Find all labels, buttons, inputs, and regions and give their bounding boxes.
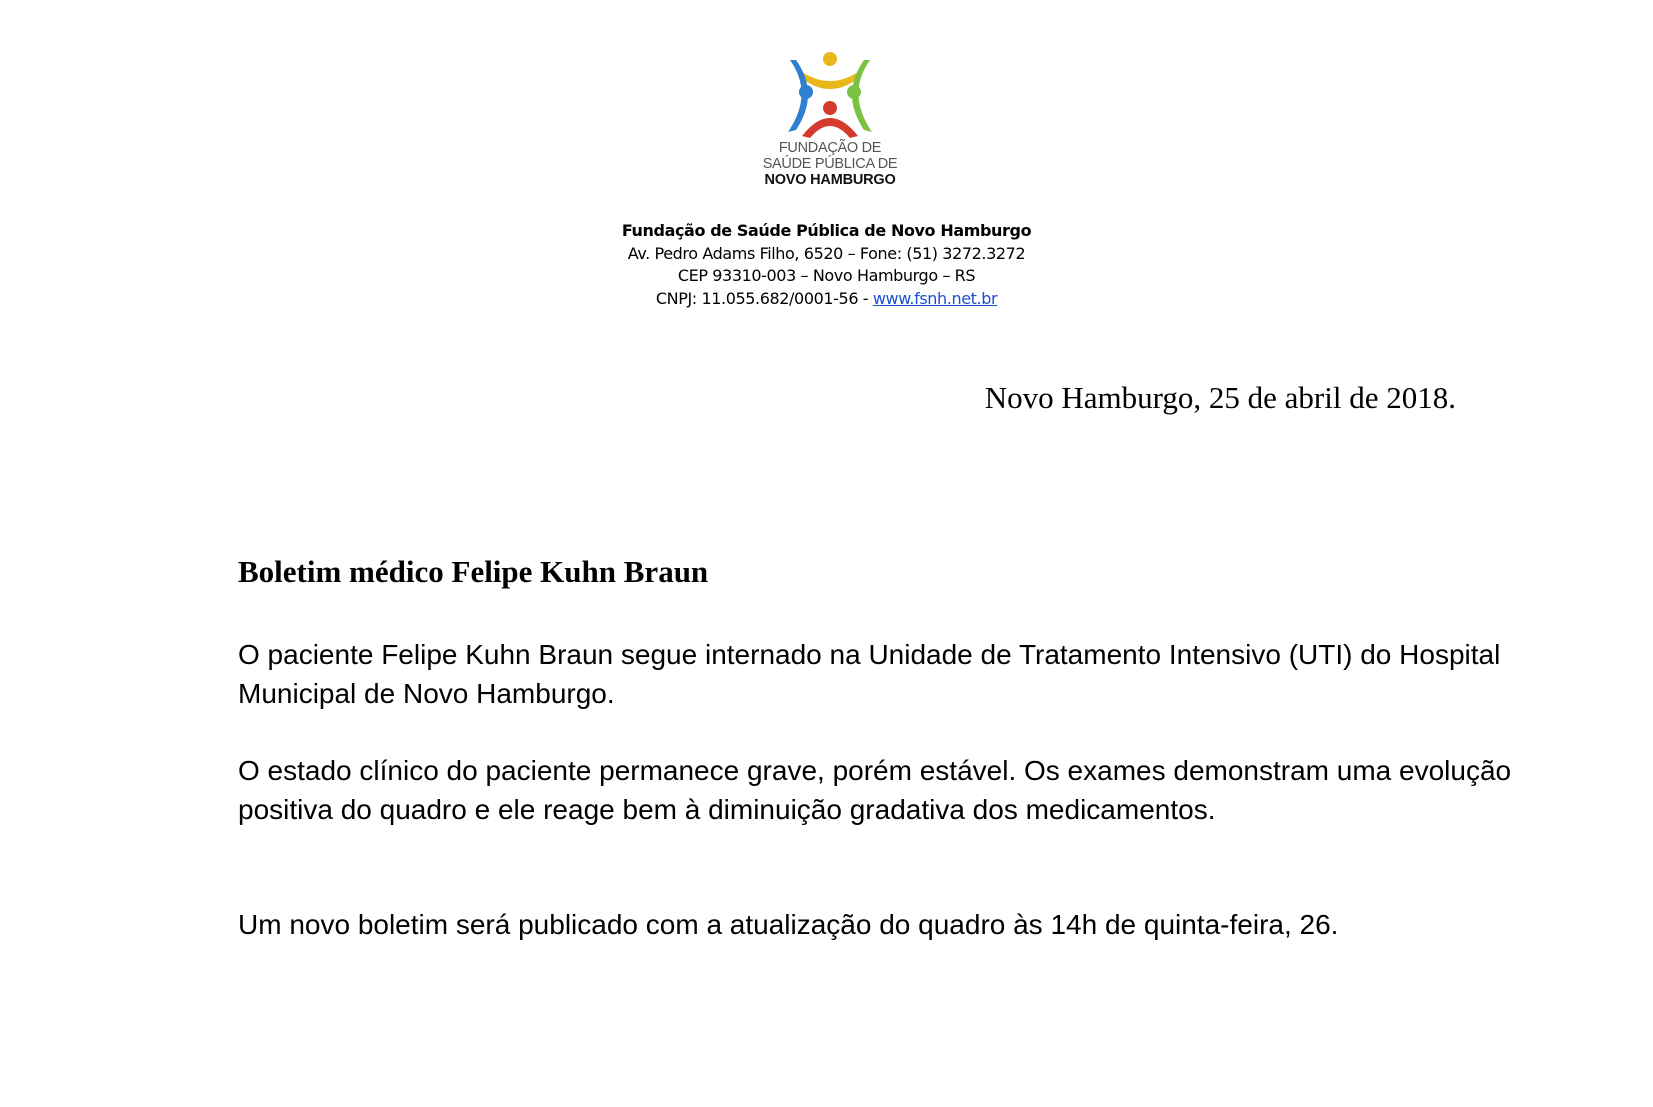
- organization-cnpj-line: [0, 288, 1653, 311]
- document-date: Novo Hamburgo, 25 de abril de 2018.: [984, 380, 1456, 415]
- logo-figures-icon: [760, 50, 900, 142]
- organization-cep: CEP 93310-003 – Novo Hamburgo – RS: [677, 266, 976, 285]
- organization-logo: [760, 50, 900, 210]
- website-link[interactable]: www.fsnh.net.br: [872, 288, 998, 308]
- logo-text-line: NOVO HAMBURGO: [764, 172, 896, 188]
- organization-name: Fundação de Saúde Pública de Novo Hamburgo: [621, 221, 1032, 240]
- letterhead-info: [0, 220, 1653, 310]
- organization-cnpj: CNPJ: 11.055.682/0001-56 -: [655, 288, 873, 308]
- organization-address: Av. Pedro Adams Filho, 6520 – Fone: (51) 3272.3272: [627, 243, 1026, 263]
- body-paragraph: O estado clínico do paciente permanece grave, porém estável. Os exames demonstram uma evolução positiva do quadro e ele reage bem à diminuição gradativa dos medicamentos.: [238, 755, 1512, 825]
- document-title: Boletim médico Felipe Kuhn Braun: [238, 554, 709, 589]
- logo-text-line: FUNDAÇÃO DE: [778, 140, 882, 156]
- body-paragraph: O paciente Felipe Kuhn Braun segue internado na Unidade de Tratamento Intensivo (UTI) do Hospital Municipal de Novo Hamburgo.: [238, 639, 1501, 709]
- logo-text-line: SAÚDE PÚBLICA DE: [762, 156, 898, 172]
- body-paragraph: Um novo boletim será publicado com a atualização do quadro às 14h de quinta-feira, 26.: [238, 909, 1339, 940]
